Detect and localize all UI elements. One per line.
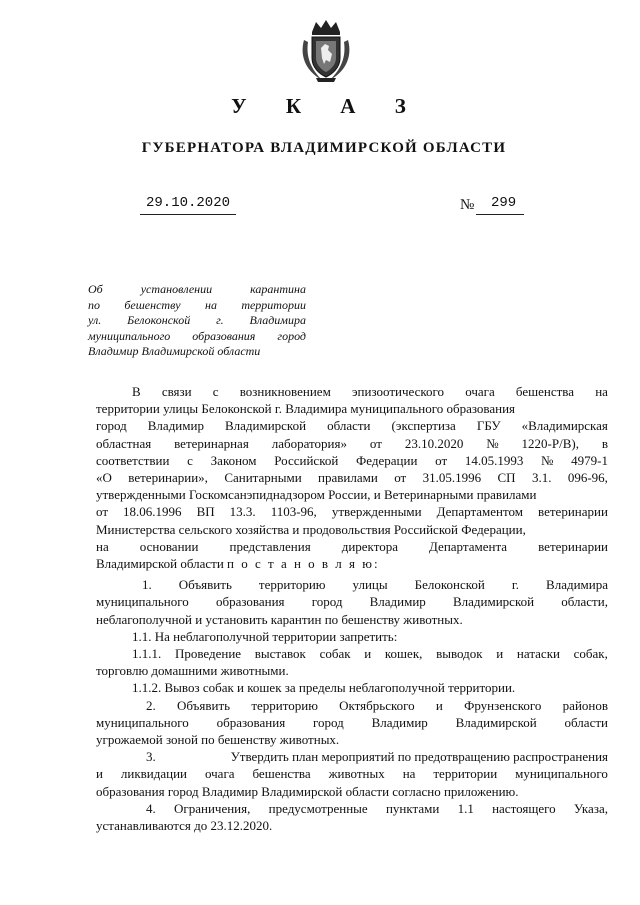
word: Ограничения, xyxy=(174,800,251,816)
date-underline xyxy=(140,214,236,215)
preamble-line: Министерства сельского хозяйства и продовольствия Российской Федерации, xyxy=(96,521,526,537)
item-2-line xyxy=(96,697,608,714)
item-2-line xyxy=(96,714,608,731)
item-1-1-1-last-line: торговлю домашними животными. xyxy=(96,663,289,679)
word: Утвердить план мероприятий по предотвращению распространения xyxy=(230,749,608,765)
word: 3. xyxy=(146,749,156,765)
word: эпизоотического xyxy=(351,384,445,399)
word: Владимирской xyxy=(455,714,537,730)
decree-word: п о с т а н о в л я ю: xyxy=(227,556,380,572)
item-3 xyxy=(96,748,608,782)
word: Октябрьского xyxy=(339,697,415,713)
word: территорию xyxy=(258,577,326,593)
word: районов xyxy=(562,697,608,713)
word: 31.05.1996 xyxy=(422,470,482,486)
item-1-1-1-line xyxy=(132,645,608,662)
word: в xyxy=(601,435,608,451)
word: образования xyxy=(216,714,286,730)
word: город xyxy=(277,328,306,343)
word: Российской xyxy=(274,452,339,468)
word: город xyxy=(313,714,344,730)
word: Белоконской xyxy=(414,577,485,593)
word: выводок xyxy=(436,646,483,662)
word: 4979-1 xyxy=(571,452,608,468)
word: бешенства xyxy=(252,766,311,782)
subject-line xyxy=(88,329,306,345)
item-1-1: 1.1. На неблагополучной территории запретить: xyxy=(132,628,398,644)
word: территории xyxy=(241,297,306,312)
word: Департаментом xyxy=(436,504,523,520)
subject-line: Владимир Владимирской области xyxy=(88,344,261,358)
word: собак xyxy=(319,646,351,662)
word: (экспертиза xyxy=(391,418,456,434)
preamble-line xyxy=(96,417,608,434)
word: основании xyxy=(139,538,199,554)
word: бешенства xyxy=(515,384,575,399)
word: ул. xyxy=(88,313,102,327)
word: директора xyxy=(341,538,398,554)
word: правилами xyxy=(318,470,378,486)
word: «Владимирская xyxy=(521,418,608,434)
word: от xyxy=(435,452,448,468)
word: Владимирской xyxy=(452,594,535,610)
item-1-1-1 xyxy=(96,645,608,662)
word: собак, xyxy=(573,646,608,662)
word: и xyxy=(496,646,504,662)
word: 18.06.1996 xyxy=(123,504,182,520)
word: на xyxy=(595,384,608,399)
word: 1. xyxy=(142,577,152,593)
word: ГБУ xyxy=(476,418,501,434)
word: Объявить xyxy=(178,577,232,593)
preamble-line xyxy=(96,503,608,520)
word: Департамента xyxy=(429,538,508,554)
word: 4. xyxy=(146,800,156,816)
item-4 xyxy=(96,800,608,817)
word: с xyxy=(187,452,193,468)
word: г. xyxy=(511,577,520,593)
document-subtitle: ГУБЕРНАТОРА ВЛАДИМИРСКОЙ ОБЛАСТИ xyxy=(141,140,507,156)
word: утвержденными xyxy=(331,504,422,520)
word: Владимирской xyxy=(224,418,307,434)
word: на xyxy=(402,766,416,782)
word: Указа, xyxy=(573,800,608,816)
word: Объявить xyxy=(176,697,231,713)
word: Владимир xyxy=(369,594,426,610)
word: очага xyxy=(465,384,495,399)
word: 1.1 xyxy=(457,800,474,816)
word: ветеринарии xyxy=(538,538,608,554)
word: представления xyxy=(229,538,311,554)
word: Федерации xyxy=(356,452,418,468)
word: Белоконской xyxy=(127,313,191,327)
word: образования xyxy=(192,328,256,343)
item-1-1-2: 1.1.2. Вывоз собак и кошек за пределы неблагополучной территории. xyxy=(132,680,516,696)
word: № xyxy=(486,435,499,451)
word: № xyxy=(541,452,554,468)
item-1-line xyxy=(96,593,608,610)
preamble-line xyxy=(96,469,608,486)
preamble-line: территории улицы Белоконской г. Владимира муниципального образования xyxy=(96,401,516,417)
word: кошек, xyxy=(384,646,423,662)
word: животных xyxy=(328,766,385,782)
word: области, xyxy=(561,594,608,610)
word: ликвидации xyxy=(120,766,188,782)
word: и xyxy=(96,766,103,782)
word: и xyxy=(364,646,372,662)
word: Об xyxy=(88,282,103,296)
word: Владимир xyxy=(147,418,204,434)
word: пунктами xyxy=(385,800,440,816)
word: возникновением xyxy=(239,384,331,399)
number-underline xyxy=(476,214,524,215)
preamble xyxy=(96,383,608,555)
word: Законом xyxy=(210,452,257,468)
word: СП xyxy=(497,470,516,486)
item-1-line xyxy=(96,576,608,593)
word: областная xyxy=(96,435,152,451)
word: 1.1.1. xyxy=(132,646,162,662)
word: город xyxy=(96,418,127,434)
item-4-last-line: устанавливаются до 23.12.2020. xyxy=(96,818,273,834)
word: от xyxy=(96,504,109,520)
word: муниципального xyxy=(96,594,189,610)
word: 23.10.2020 xyxy=(404,435,464,451)
word: очага xyxy=(204,766,235,782)
word: образования xyxy=(215,594,285,610)
word: В xyxy=(132,384,141,399)
word: на xyxy=(96,538,109,554)
word: 096-96, xyxy=(567,470,608,486)
word: настоящего xyxy=(492,800,556,816)
word: связи xyxy=(161,384,192,399)
item-3-line xyxy=(96,748,608,765)
word: 14.05.1993 xyxy=(464,452,524,468)
word: Фрунзенского xyxy=(464,697,542,713)
subject-line xyxy=(88,313,306,329)
word: по xyxy=(88,297,100,312)
word: карантина xyxy=(250,282,306,296)
word: ветеринарии», xyxy=(128,470,208,486)
word: области xyxy=(564,714,608,730)
decree-subject xyxy=(88,282,306,360)
document-title: У К А З xyxy=(231,94,423,118)
word: территорию xyxy=(251,697,318,713)
word: муниципального xyxy=(96,714,189,730)
word: установлении xyxy=(140,282,213,296)
preamble-line xyxy=(96,383,608,400)
word: муниципального xyxy=(88,328,171,343)
item-2-last-line: угрожаемой зоной по бешенству животных. xyxy=(96,732,340,748)
word: с xyxy=(212,384,219,399)
preamble-line: утвержденными Госкомсанэпиднадзором России, и Ветеринарными правилами xyxy=(96,487,537,503)
word: муниципального xyxy=(515,766,608,782)
number-sign: № xyxy=(460,197,475,213)
word: бешенству xyxy=(124,297,181,312)
word: ВП xyxy=(196,504,215,520)
preamble-last-line: Владимирской области п о с т а н о в л я ю: xyxy=(96,556,380,572)
word: Владимир xyxy=(371,714,428,730)
item-1 xyxy=(96,576,608,610)
item-2 xyxy=(96,697,608,731)
word: от xyxy=(394,470,407,486)
coat-of-arms-emblem xyxy=(298,18,354,84)
word: 2. xyxy=(146,697,156,713)
item-1-last-line: неблагополучной и установить карантин по бешенству животных. xyxy=(96,611,463,627)
decree-date: 29.10.2020 xyxy=(146,195,231,211)
item-4-line xyxy=(112,800,608,817)
item-3-line xyxy=(96,765,608,782)
word: 13.3. xyxy=(229,504,256,520)
word: области xyxy=(327,418,371,434)
word: соответствии xyxy=(96,452,170,468)
word: предусмотренные xyxy=(268,800,368,816)
word: Владимира xyxy=(546,577,608,593)
word: лаборатория» xyxy=(271,435,347,451)
word: от xyxy=(369,435,382,451)
word: на xyxy=(204,297,217,312)
preamble-line xyxy=(96,435,608,452)
decree-number: 299 xyxy=(491,195,517,211)
word: ветеринарная xyxy=(174,435,249,451)
word: ветеринарии xyxy=(538,504,608,520)
subject-line xyxy=(88,282,306,298)
preamble-line xyxy=(96,452,608,469)
word: город xyxy=(311,594,343,610)
word: натаски xyxy=(516,646,560,662)
word: Владимира xyxy=(249,313,306,327)
preamble-line xyxy=(96,538,608,555)
word: улицы xyxy=(352,577,388,593)
word: г. xyxy=(216,313,224,327)
word: и xyxy=(435,697,443,713)
word: 1103-96, xyxy=(270,504,317,520)
word: 1220-Р/В), xyxy=(521,435,579,451)
word: «О xyxy=(96,470,112,486)
subject-line xyxy=(88,298,306,314)
item-3-last-line: образования город Владимир Владимирской области согласно приложению. xyxy=(96,783,519,799)
word: выставок xyxy=(254,646,306,662)
word: Проведение xyxy=(174,646,242,662)
word: Санитарными xyxy=(224,470,302,486)
word: территории xyxy=(433,766,498,782)
decree-body xyxy=(96,383,608,834)
word: 3.1. xyxy=(531,470,552,486)
